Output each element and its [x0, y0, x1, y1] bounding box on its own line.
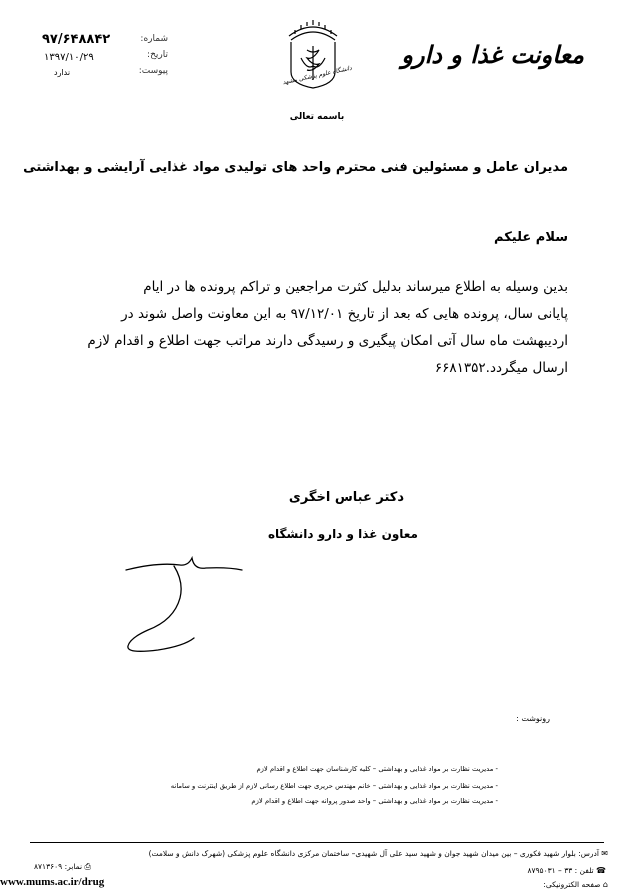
letter-meta	[38, 32, 168, 82]
cc-label: رونوشت :	[516, 714, 550, 723]
web-icon: ⌂	[602, 880, 608, 889]
letter-number-label: شماره:	[140, 34, 168, 44]
address-icon: ✉	[601, 849, 608, 858]
signer-name: دکتر عباس اخگری	[288, 490, 404, 505]
letter-recipient: مدیران عامل و مسئولین فنی محترم واحد های تولیدی مواد غذایی آرایشی و بهداشتی	[23, 160, 568, 175]
footer-email	[543, 880, 608, 889]
university-logo	[277, 14, 353, 94]
letter-greeting: سلام علیکم	[494, 230, 568, 245]
signature-scribble-icon	[118, 548, 248, 658]
signature	[118, 548, 248, 658]
department-title: معاونت غذا و دارو	[401, 40, 584, 69]
letter-body-line: ارسال میگردد.۶۶۸۱۳۵۲	[434, 360, 568, 376]
letter-date-label: تاریخ:	[147, 50, 168, 60]
footer-rule	[30, 842, 604, 843]
basmala: باسمه تعالی	[289, 112, 345, 122]
footer-email-label: صفحه الکترونیکی:	[543, 880, 601, 889]
footer-website[interactable]: www.mums.ac.ir/drug	[0, 876, 105, 888]
fax-icon: ⎙	[84, 862, 91, 871]
footer-fax	[34, 862, 91, 872]
letter-body-line: بدین وسیله به اطلاع میرساند بدلیل کثرت مراجعین و تراکم پرونده ها در ایام	[143, 279, 568, 295]
footer-phone	[527, 866, 606, 875]
letter-attachment-label: پیوست:	[138, 66, 168, 76]
signer-title: معاون غذا و دارو دانشگاه	[267, 527, 418, 541]
letter-number-value: ۹۷/۶۴۸۸۴۲	[42, 32, 111, 47]
letter-body	[80, 274, 568, 382]
cc-item: - مدیریت نظارت بر مواد غذایی و بهداشتی – واحد صدور پروانه جهت اطلاع و اقدام لازم	[251, 797, 498, 805]
letter-body-line: اردیبهشت ماه سال آتی امکان پیگیری و رسیدگی دارند مراتب جهت اطلاع و اقدام لازم	[87, 333, 568, 349]
footer-fax-text: نمابر: ۸۷۱۳۶۰۹	[34, 862, 83, 871]
footer-address-text: آدرس: بلوار شهید فکوری – بین میدان شهید جوان و شهید سید علی آل شهیدی– ساختمان مرکزی دانشگاه علوم پزشکی (شهرک دانش و سلامت)	[148, 849, 599, 858]
phone-icon: ☎	[596, 866, 606, 875]
letter-date-value: ۱۳۹۷/۱۰/۲۹	[44, 52, 94, 63]
footer-address	[149, 849, 608, 858]
cc-item: - مدیریت نظارت بر مواد غذایی و بهداشتی – خانم مهندس حریری جهت اطلاع رسانی لازم از طریق اینترنت و سامانه	[170, 782, 498, 790]
letter-body-line: پایانی سال، پرونده هایی که بعد از تاریخ ۹۷/۱۲/۰۱ به این معاونت واصل شوند در	[121, 306, 568, 322]
letter-attachment-value: ندارد	[54, 68, 71, 77]
logo-caption: دانشگاه علوم پزشکی مشهد	[282, 64, 353, 87]
cc-item: - مدیریت نظارت بر مواد غذایی و بهداشتی – کلیه کارشناسان جهت اطلاع و اقدام لازم	[256, 765, 498, 773]
footer-phone-text: تلفن : ۳۳ – ۸۷۹۵۰۳۱	[527, 866, 594, 875]
